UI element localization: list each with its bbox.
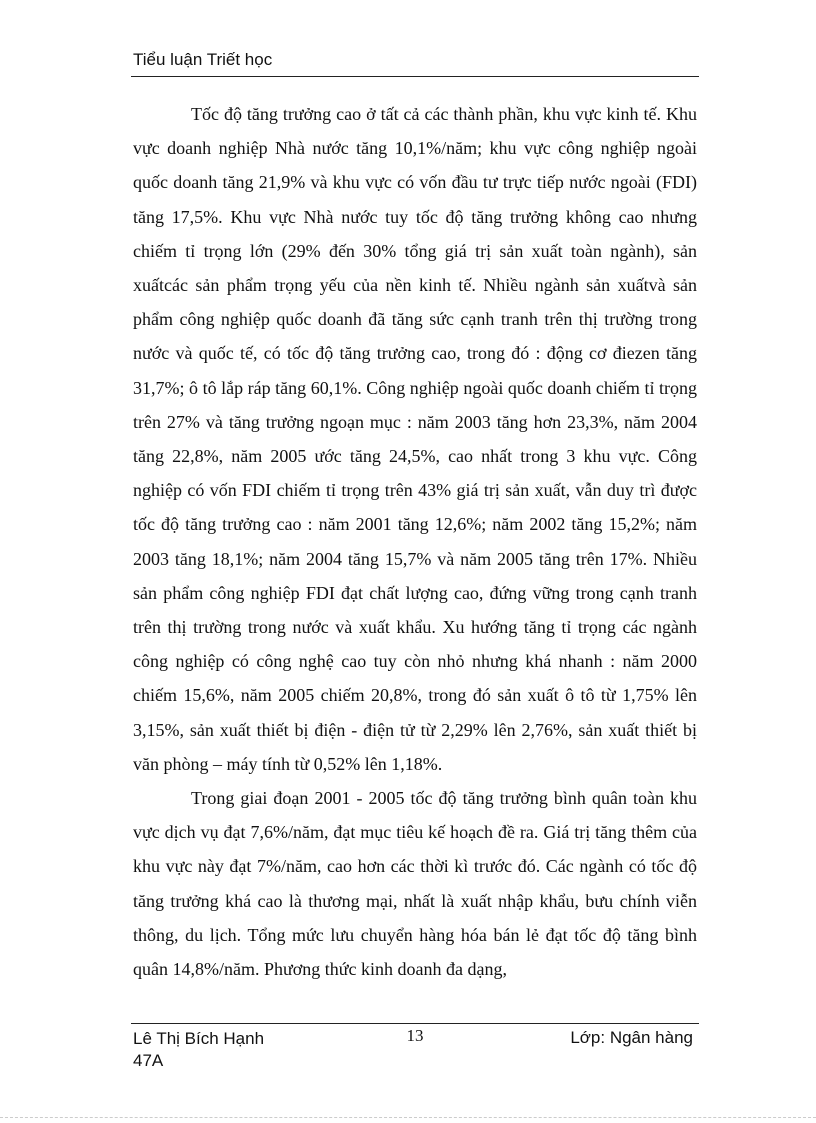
paragraph-services-growth: Trong giai đoạn 2001 - 2005 tốc độ tăng trưởng bình quân toàn khu vực dịch vụ đạt 7,6%/năm, đạt mục tiêu kế hoạch đề ra. Giá trị tăng thêm của khu vực này đạt 7%/năm, cao hơn các thời kì trước đó. Các ngành có tốc độ tăng trưởng khá cao là thương mại, nhất là xuất nhập khẩu, bưu chính viễn thông, du lịch. Tổng mức lưu chuyển hàng hóa bán lẻ đạt tốc độ tăng bình quân 14,8%/năm. Phương thức kinh doanh đa dạng, (133, 788, 697, 980)
footer-divider (131, 1023, 699, 1024)
page-header-title: Tiểu luận Triết học (133, 50, 273, 69)
footer-author-name: Lê Thị Bích Hạnh (133, 1029, 265, 1048)
page-number: 13 (406, 1026, 424, 1045)
footer-author (133, 1028, 264, 1072)
page-bottom-edge (0, 1117, 816, 1118)
footer-author-class-code: 47A (133, 1051, 164, 1070)
footer-class-label: Lớp: Ngân hàng (570, 1028, 693, 1047)
document-body (133, 97, 697, 986)
paragraph-industry-growth: Tốc độ tăng trưởng cao ở tất cả các thành phần, khu vực kinh tế. Khu vực doanh nghiệp Nhà nước tăng 10,1%/năm; khu vực công nghiệp ngoài quốc doanh tăng 21,9% và khu vực có vốn đầu tư trực tiếp nước ngoài (FDI) tăng 17,5%. Khu vực Nhà nước tuy tốc độ tăng trưởng không cao nhưng chiếm tỉ trọng lớn (29% đến 30% tổng giá trị sản xuất toàn ngành), sản xuấtcác sản phẩm trọng yếu của nền kinh tế. Nhiều ngành sản xuấtvà sản phẩm công nghiệp quốc doanh đã tăng sức cạnh tranh trên thị trường trong nước và quốc tế, có tốc độ tăng trưởng cao, trong đó : động cơ điezen tăng 31,7%; ô tô lắp ráp tăng 60,1%. Công nghiệp ngoài quốc doanh chiếm tỉ trọng trên 27% và tăng trưởng ngoạn mục : năm 2003 tăng hơn 23,3%, năm 2004 tăng 22,8%, năm 2005 ước tăng 24,5%, cao nhất trong 3 khu vực. Công nghiệp có vốn FDI chiếm tỉ trọng trên 43% giá trị sản xuất, vẫn duy trì được tốc độ tăng trưởng cao : năm 2001 tăng 12,6%; năm 2002 tăng 15,2%; năm 2003 tăng 18,1%; năm 2004 tăng 15,7% và năm 2005 tăng trên 17%. Nhiều sản phẩm công nghiệp FDI đạt chất lượng cao, đứng vững trong cạnh tranh trên thị trường trong nước và xuất khẩu. Xu hướng tăng tỉ trọng các ngành công nghiệp có công nghệ cao tuy còn nhỏ nhưng khá nhanh : năm 2000 chiếm 15,6%, năm 2005 chiếm 20,8%, trong đó sản xuất ô tô từ 1,75% lên 3,15%, sản xuất thiết bị điện - điện tử từ 2,29% lên 2,76%, sản xuất thiết bị văn phòng – máy tính từ 0,52% lên 1,18%. (133, 104, 697, 774)
header-divider (131, 76, 699, 77)
